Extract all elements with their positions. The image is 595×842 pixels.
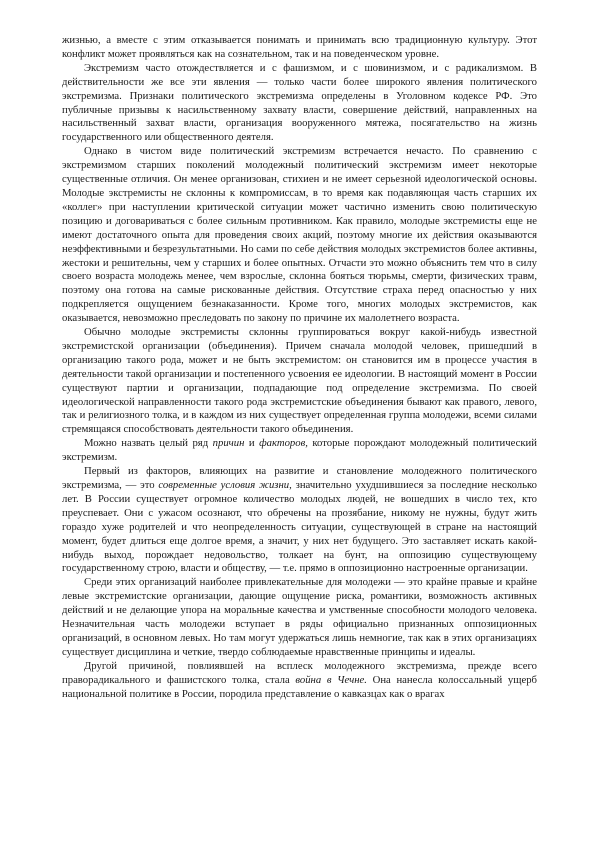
- body-paragraph: [62, 465, 537, 576]
- emphasis-text: война в Чечне.: [295, 673, 367, 686]
- body-paragraph: [62, 326, 537, 437]
- paragraph-text: которые порождают молодежный политический экстремизм.: [62, 437, 537, 464]
- body-paragraph: [62, 145, 537, 326]
- paragraph-text: Обычно молодые экстремисты склонны группироваться вокруг какой-нибудь известной экстремистской организации (объединения). Причем сначала молодой человек, пришедший в организацию такого рода, может и не быть экстремистом: он становится им в процессе участия в деятельности такой организации и постепенного усвоения ее идеологии. В настоящий момент в России существуют партии и организации, подпадающие под определение экстремизма. По своей идеологической направленности такого рода экстремистские объединения бывают как правого, левого, так и религиозного толка, и в каждом из них существует определенная группа молодежи, всеми силами стремящаяся способствовать деятельности такого объединения.: [62, 326, 537, 436]
- paragraph-text: Другой причиной, повлиявшей на всплеск молодежного экстремизма, прежде всего праворадикального и фашистского толка, стала: [62, 659, 537, 686]
- body-paragraph: [62, 576, 537, 659]
- paragraph-text: Первый из факторов, влияющих на развитие и становление молодежного политического экстремизма, — это: [62, 465, 537, 491]
- body-paragraph: [62, 660, 537, 702]
- paragraph-text: жизнью, а вместе с этим отказывается понимать и принимать всю традиционную культуру. Этот конфликт может проявляться как на сознательном, так и на поведенческом уровне.: [62, 34, 537, 60]
- paragraph-text: Она нанесла колоссальный ущерб национальной политике в России, породила представление о кавказцах как о врагах: [62, 673, 537, 700]
- emphasis-text: современные условия жизни,: [158, 479, 292, 491]
- paragraph-text: Экстремизм часто отождествляется и с фашизмом, и с шовинизмом, и с радикализмом. В действительности же все эти явления — только части более широкого явления политического экстремизма. Признаки политического экстремизма определены в Уголовном кодексе РФ. Это публичные призывы к насильственному захвату власти, совершение действий, направленных на насильственный захват власти, организация вооруженного мятежа, посягательство на жизнь государственного или общественного деятеля.: [62, 61, 537, 144]
- body-paragraph: [62, 437, 537, 465]
- body-paragraph: [62, 62, 537, 145]
- paragraph-text: значительно ухудшившиеся за последние несколько лет. В России существует огромное количество молодых людей, не вошедших в число тех, кто преуспевает. Они с ужасом осознают, что обречены на прозябание, никому не нужны, будут жить гораздо хуже родителей и что неопределенность ситуации, существующей в стране на настоящий момент, будет длиться еще долгое время, а значит, у них нет будущего. Это заставляет искать какой-нибудь выход, порождает недовольство, толкает на бунт, на оппозицию существующему государственному строю, власти и обществу, — т.е. прямо в оппозиционно настроенные организации.: [62, 479, 538, 575]
- body-paragraph: [62, 34, 537, 62]
- paragraph-text: и: [244, 437, 260, 450]
- paragraph-text: Однако в чистом виде политический экстремизм встречается нечасто. По сравнению с экстремизмом старших поколений молодежный политический экстремизм имеет некоторые существенные отличия. Он менее организован, стихиен и не имеет серьезной идеологической основы. Молодые экстремисты не склонны к компромиссам, в то время как подавляющая часть старших их «коллег» при наступлении критической ситуации может частично изменить свою политическую позицию и договариваться с более сильным противником. Как правило, молодые экстремисты еще не имеют достаточного опыта для проведения своих акций, поэтому многие их действия оказываются неэффективными и безрезультатными. Но сами по себе действия молодых экстремистов более активны, жестоки и решительны, чем у старших и более опытных. Отчасти это можно объяснить тем что в силу своего возраста молодежь менее, чем взрослые, склонна бояться тюрьмы, смерти, физических травм, поэтому она готова на самые рискованные действия. Отсутствие страха перед опасностью у них подкрепляется ощущением безнаказанности. Кроме того, многих молодых экстремистов, как оказывается, невозможно преследовать по закону по причине их малолетнего возраста.: [62, 145, 537, 325]
- emphasis-text: факторов,: [259, 437, 308, 450]
- paragraph-text: Среди этих организаций наиболее привлекательные для молодежи — это крайне правые и крайне левые экстремистские организации, дающие ощущение риска, романтики, возможность активных действий и не делающие упора на моральные качества и умственные способности молодого человека. Незначительная часть молодежи вступает в ряды официально признанных оппозиционных организаций, в основном левых. Но там могут удержаться лишь немногие, так как в этих организациях существует дисциплина и четкие, твердо соблюдаемые нравственные принципы и идеалы.: [62, 576, 537, 658]
- document-body: [62, 34, 537, 702]
- paragraph-text: Можно назвать целый ряд: [84, 437, 213, 450]
- emphasis-text: причин: [212, 437, 245, 450]
